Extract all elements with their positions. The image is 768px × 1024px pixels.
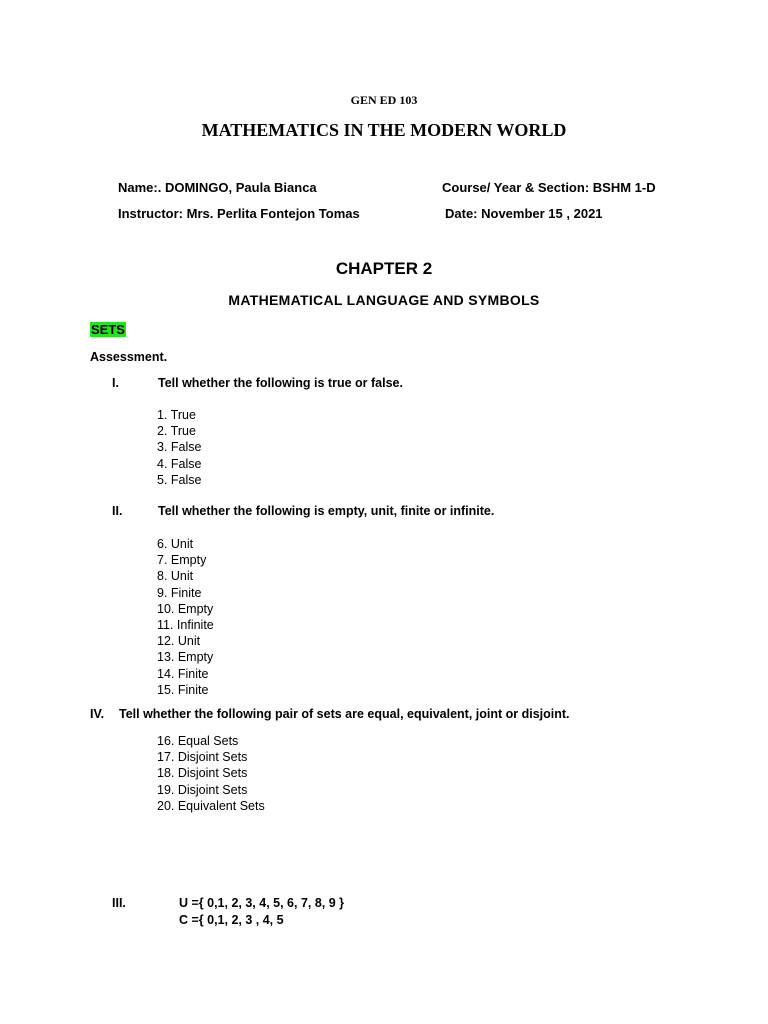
answer-item: 13. Empty xyxy=(157,650,214,665)
answer-item: 15. Finite xyxy=(157,682,209,697)
section-i-instruction: Tell whether the following is true or false. xyxy=(158,376,403,390)
section-i-numeral: I. xyxy=(112,376,119,390)
answer-item: 4. False xyxy=(157,456,202,471)
section-ii-instruction: Tell whether the following is empty, unit, finite or infinite. xyxy=(158,504,495,518)
set-u-definition: U ={ 0,1, 2, 3, 4, 5, 6, 7, 8, 9 } xyxy=(179,896,345,910)
section-ii-answers xyxy=(157,536,214,698)
answer-item: 14. Finite xyxy=(157,666,209,681)
instructor-name: Instructor: Mrs. Perlita Fontejon Tomas xyxy=(118,206,360,221)
answer-item: 8. Unit xyxy=(157,569,194,584)
answer-item: 18. Disjoint Sets xyxy=(157,766,248,781)
topic-label-sets: SETS xyxy=(91,322,125,337)
section-iv-answers xyxy=(157,733,265,814)
section-iv-numeral: IV. xyxy=(90,707,105,721)
answer-item: 3. False xyxy=(157,440,202,455)
course-title: MATHEMATICS IN THE MODERN WORLD xyxy=(201,120,567,140)
answer-item: 10. Empty xyxy=(157,601,214,616)
answer-item: 6. Unit xyxy=(157,537,194,551)
date: Date: November 15 , 2021 xyxy=(445,206,603,221)
answer-item: 11. Infinite xyxy=(157,617,214,632)
section-ii-numeral: II. xyxy=(112,504,123,518)
course-section: Course/ Year & Section: BSHM 1-D xyxy=(442,180,656,195)
course-code: GEN ED 103 xyxy=(350,93,418,107)
answer-item: 7. Empty xyxy=(157,553,207,568)
answer-item: 17. Disjoint Sets xyxy=(157,750,248,765)
assessment-label: Assessment. xyxy=(90,350,168,364)
answer-item: 5. False xyxy=(157,472,202,487)
answer-item: 16. Equal Sets xyxy=(157,734,239,748)
answer-item: 12. Unit xyxy=(157,634,201,649)
student-name: Name:. DOMINGO, Paula Bianca xyxy=(118,180,317,195)
section-iii-numeral: III. xyxy=(112,896,126,910)
chapter-subtitle: MATHEMATICAL LANGUAGE AND SYMBOLS xyxy=(228,292,540,308)
set-c-definition: C ={ 0,1, 2, 3 , 4, 5 xyxy=(179,913,284,927)
section-i-answers xyxy=(157,407,201,488)
chapter-title: CHAPTER 2 xyxy=(335,259,433,278)
section-iv-instruction: Tell whether the following pair of sets are equal, equivalent, joint or disjoint. xyxy=(119,707,570,721)
answer-item: 9. Finite xyxy=(157,585,202,600)
answer-item: 2. True xyxy=(157,424,196,439)
answer-item: 1. True xyxy=(157,408,196,422)
answer-item: 19. Disjoint Sets xyxy=(157,782,248,797)
answer-item: 20. Equivalent Sets xyxy=(157,798,265,813)
